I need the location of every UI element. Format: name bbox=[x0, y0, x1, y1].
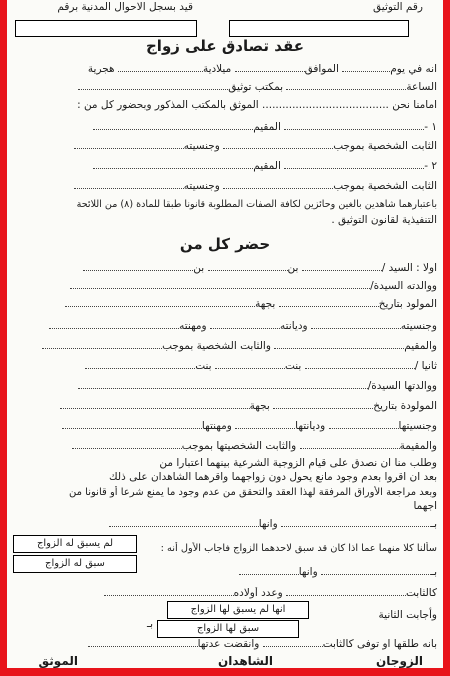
husband-birth-row: المولود بتاريخ بجهة bbox=[11, 298, 437, 311]
wife-nat-row: وجنسيتها وديانتها ومهنتها bbox=[11, 420, 437, 433]
row-hour: الساعة بمكتب توثيق bbox=[11, 81, 437, 94]
not-married-before-box[interactable]: لم يسبق له الزواج bbox=[13, 535, 137, 553]
request-line-1: وطلب منا ان نصدق على قيام الزوجية الشرعية بينهما اعتبارا من bbox=[159, 457, 437, 469]
she-married-box[interactable]: سبق لها الزواج bbox=[157, 620, 299, 638]
request-line-4: اجهما bbox=[413, 500, 437, 512]
second-answer-label: وأجابت الثانية bbox=[378, 609, 437, 621]
registry-box[interactable] bbox=[15, 20, 197, 37]
contract-title: عقد تصادق على زواج bbox=[146, 37, 304, 55]
husband-nat-row: وجنسيته وديانته ومهنته bbox=[11, 320, 437, 333]
spouses-label: الزوجان bbox=[376, 654, 423, 668]
question-row: سألنا كلا منهما عما اذا كان قد سبق لاحدهما الزواج فاجاب الأول أنه : bbox=[160, 543, 437, 554]
wife-name-row: ثانيا / بنت بنت bbox=[11, 360, 437, 373]
answer-b-row: بـ وانها bbox=[147, 566, 437, 579]
row-before-us: امامنا نحن ...................................... الموثق بالمكتب المذكور وبحضور كل من : bbox=[77, 99, 437, 111]
request-line-3: وبعد مراجعة الأوراق المرفقة لهذا العقد والتحقق من عدم وجود ما يمنع شرعا أو قانونا من bbox=[69, 487, 437, 498]
witness1-line1: ١ - المقيم bbox=[11, 121, 437, 134]
request-line-2: بعد ان اقروا بعدم وجود مانع يحول دون زواجهما واقرهما الشاهدان على ذلك bbox=[109, 471, 437, 483]
husband-res-row: والمقيم والثابت الشخصية بموجب bbox=[11, 340, 437, 353]
wife-birth-row: المولودة بتاريخ بجهة bbox=[11, 400, 437, 413]
witness2-line2: الثابت الشخصية بموجب وجنسيته bbox=[11, 180, 437, 193]
witnesses-label: الشاهدان bbox=[218, 654, 273, 668]
wife-mother-row: ووالدتها السيدة/ bbox=[11, 380, 437, 393]
she-not-married-box[interactable]: انها لم يسبق لها الزواج bbox=[167, 601, 309, 619]
notary-label: الموثق bbox=[38, 654, 78, 668]
b2-label: بـ bbox=[147, 618, 153, 630]
presence-title: حضر كل من bbox=[179, 235, 271, 253]
evident-row: كالثابت وعدد أولاده bbox=[11, 587, 437, 600]
witness1-line2: الثابت الشخصية بموجب وجنسيته bbox=[11, 140, 437, 153]
divorce-row: بانه طلقها او توفى كالثابت وانقضت عدتها bbox=[11, 638, 437, 651]
married-before-box[interactable]: سبق له الزواج bbox=[13, 555, 137, 573]
legal-note-1: باعتبارهما شاهدين بالغين وحائزين لكافة الصفات المطلوبة قانونا طبقا للمادة (٨) من اللائحة bbox=[76, 199, 437, 210]
marriage-contract-form bbox=[7, 0, 443, 668]
husband-name-row: اولا : السيد / بن بن bbox=[11, 262, 437, 275]
doc-number-label: رقم التوثيق bbox=[373, 1, 423, 13]
witness2-line1: ٢ - المقيم bbox=[11, 160, 437, 173]
wife-res-row: والمقيمة والثابت الشخصيتها بموجب bbox=[11, 440, 437, 453]
husband-mother-row: ووالدته السيدة/ bbox=[11, 280, 437, 293]
row-date: انه في يوم الموافق ميلادية هجرية bbox=[87, 63, 437, 75]
registry-label: قيد بسجل الاحوال المدنية برقم bbox=[57, 1, 193, 13]
prior-b-row: بـ وانها bbox=[11, 518, 437, 531]
doc-number-box[interactable] bbox=[229, 20, 409, 37]
legal-note-2: التنفيذية لقانون التوثيق . bbox=[331, 214, 437, 226]
